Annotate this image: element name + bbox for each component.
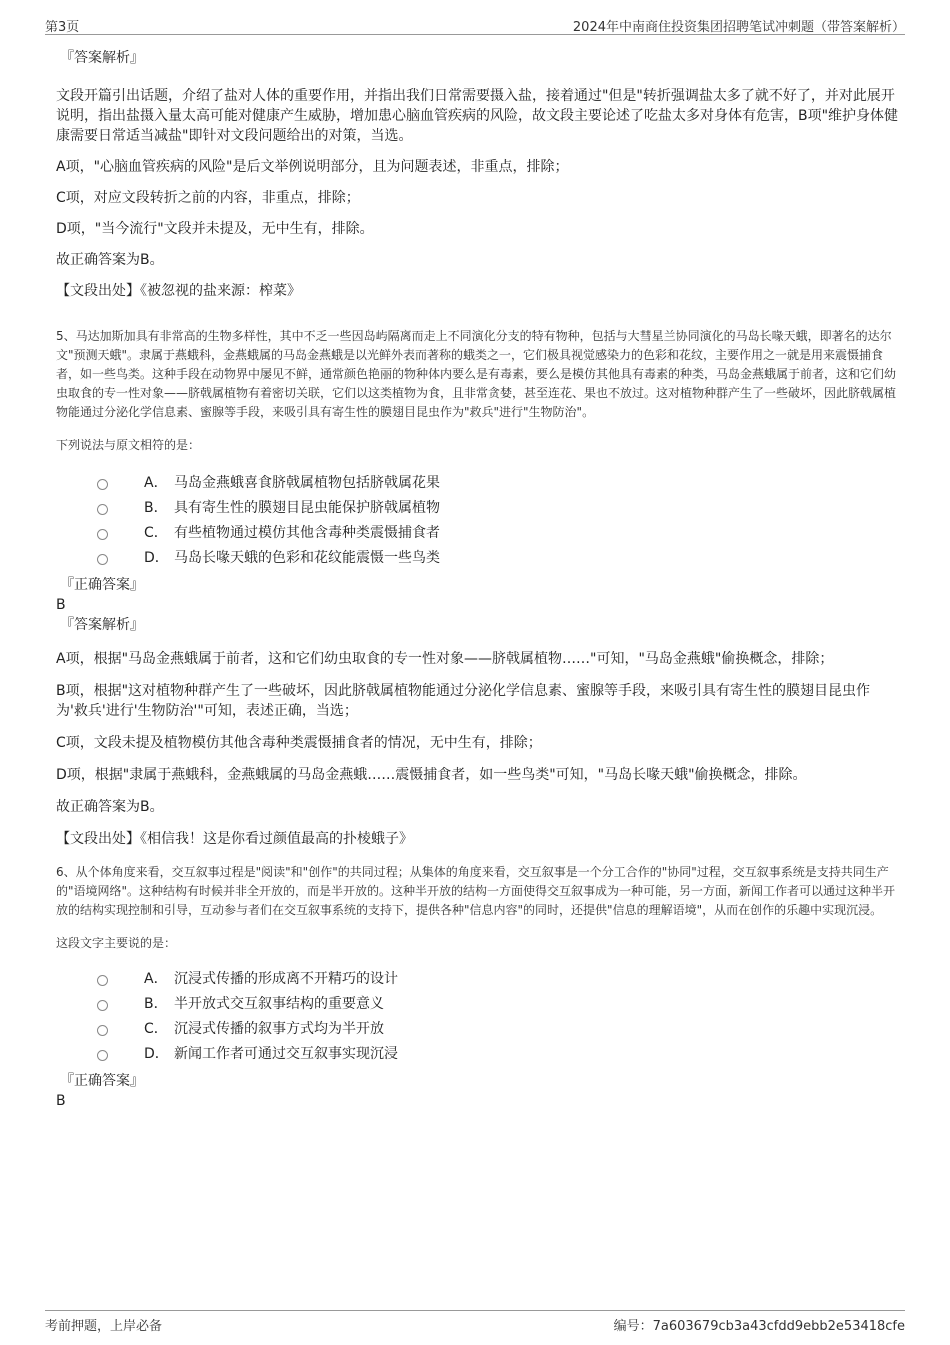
q5-analysis-b: B项，根据"这对植物种群产生了一些破坏，因此脐戟属植物能通过分泌化学信息素、蜜腺等手段，来吸引具有寄生性的膜翅目昆虫作为'救兵'进行'生物防治'"可知，表述正确，当选； [56, 683, 871, 719]
q5-analysis-a: A项，根据"马岛金燕蛾属于前者，这和它们幼虫取食的专一性对象——脐戟属植物……"可知，"马岛金燕蛾"偷换概念，排除； [56, 651, 834, 667]
radio-icon[interactable] [97, 1025, 108, 1036]
option-text: 半开放式交互叙事结构的重要意义 [174, 996, 384, 1012]
q5-options [56, 471, 901, 571]
q5-source: 【文段出处】《相信我！这是你看过颜值最高的扑棱蛾子》 [56, 831, 413, 847]
option-text: 有些植物通过模仿其他含毒种类震慑捕食者 [174, 525, 440, 541]
radio-icon[interactable] [97, 504, 108, 515]
option-letter: B． [144, 996, 168, 1012]
q5-option-c[interactable] [56, 521, 901, 546]
q5-stem: 5、马达加斯加具有非常高的生物多样性，其中不乏一些因岛屿隔离而走上不同演化分支的特有物种，包括与大彗星兰协同演化的马岛长喙天蛾，即著名的达尔文"预测天蛾"。隶属于燕蛾科，金燕蛾属的马岛金燕蛾是以光鲜外表而著称的蛾类之一，它们极具视觉感染力的色彩和花纹，主要作用之一就是用来震慑捕食者，如一些鸟类。这种手段在动物界中屡见不鲜，通常颜色艳丽的物种体内要么是有毒素，要么是模仿其他具有毒素的种类，马岛金燕蛾属于前者，这和它们幼虫取食的专一性对象——脐戟属植物有着密切关联，它们以这类植物为食，且非常贪婪，甚至连花、果也不放过。这对植物种群产生了一些破坏，因此脐戟属植物能通过分泌化学信息素、蜜腺等手段，来吸引具有寄生性的膜翅目昆虫作为"救兵"进行"生物防治"。 [56, 329, 897, 419]
page-header [45, 14, 905, 35]
q5-option-a[interactable] [56, 471, 901, 496]
q6-option-d[interactable] [56, 1042, 901, 1067]
option-letter: B． [144, 500, 168, 516]
document-id: 编号：7a603679cb3a43cfdd9ebb2e53418cfe [613, 1319, 905, 1334]
option-text: 新闻工作者可通过交互叙事实现沉浸 [174, 1046, 398, 1062]
option-letter: D． [144, 1046, 169, 1062]
radio-icon[interactable] [97, 1000, 108, 1011]
q6-stem: 6、从个体角度来看，交互叙事过程是"阅读"和"创作"的共同过程；从集体的角度来看，交互叙事是一个分工合作的"协同"过程，交互叙事系统是支持共同生产的"语境网络"。这种结构有时候并非全开放的，而是半开放的。这种半开放的结构一方面使得交互叙事成为一种可能，另一方面，新闻工作者可以通过这种半开放的结构实现控制和引导，互动参与者们在交互叙事系统的支持下，提供各种"信息内容"的同时，还提供"信息的理解语境"，从而在创作的乐趣中实现沉浸。 [56, 865, 896, 917]
q5-option-d[interactable] [56, 546, 901, 571]
option-letter: A． [144, 475, 168, 491]
document-title: 2024年中南商住投资集团招聘笔试冲刺题（带答案解析） [572, 20, 905, 35]
option-letter: C． [144, 525, 168, 541]
radio-icon[interactable] [97, 975, 108, 986]
option-letter: A． [144, 971, 168, 987]
q5-answer: B [56, 597, 66, 613]
q4-analysis-body: 文段开篇引出话题，介绍了盐对人体的重要作用，并指出我们日常需要摄入盐，接着通过"但是"转折强调盐太多了就不好了，并对此展开说明，指出盐摄入量太高可能对健康产生威胁，增加患心脑血管疾病的风险，故文段主要论述了吃盐太多对身体有危害，B项"维护身体健康需要日常适当减盐"即针对文段问题给出的对策，当选。 [56, 88, 899, 144]
radio-icon[interactable] [97, 529, 108, 540]
q5-analysis-d: D项，根据"隶属于燕蛾科，金燕蛾属的马岛金燕蛾……震慑捕食者，如一些鸟类"可知，"马岛长喙天蛾"偷换概念，排除。 [56, 767, 807, 783]
page-footer [45, 1310, 905, 1335]
q4-analysis-d: D项，"当今流行"文段并未提及，无中生有，排除。 [56, 221, 374, 237]
q5-analysis-label: 『答案解析』 [60, 617, 144, 633]
q4-analysis-label: 『答案解析』 [60, 50, 144, 66]
page-number: 第3页 [45, 20, 80, 35]
q6-option-b[interactable] [56, 992, 901, 1017]
option-text: 沉浸式传播的叙事方式均为半开放 [174, 1021, 384, 1037]
q6-option-a[interactable] [56, 967, 901, 992]
option-text: 具有寄生性的膜翅目昆虫能保护脐戟属植物 [174, 500, 440, 516]
q4-conclusion: 故正确答案为B。 [56, 252, 164, 268]
radio-icon[interactable] [97, 479, 108, 490]
q4-analysis-a: A项，"心脑血管疾病的风险"是后文举例说明部分，且为问题表述，非重点，排除； [56, 159, 569, 175]
q6-answer: B [56, 1093, 66, 1109]
q6-prompt: 这段文字主要说的是： [56, 936, 177, 950]
q5-answer-label: 『正确答案』 [60, 577, 144, 593]
q6-answer-label: 『正确答案』 [60, 1073, 144, 1089]
option-text: 马岛金燕蛾喜食脐戟属植物包括脐戟属花果 [174, 475, 440, 491]
q4-analysis-c: C项，对应文段转折之前的内容，非重点，排除； [56, 190, 360, 206]
radio-icon[interactable] [97, 554, 108, 565]
option-letter: D． [144, 550, 169, 566]
q4-source: 【文段出处】《被忽视的盐来源：榨菜》 [56, 283, 301, 299]
q5-prompt: 下列说法与原文相符的是： [56, 438, 201, 452]
main-content [56, 42, 901, 1111]
q5-option-b[interactable] [56, 496, 901, 521]
option-text: 沉浸式传播的形成离不开精巧的设计 [174, 971, 398, 987]
option-text: 马岛长喙天蛾的色彩和花纹能震慑一些鸟类 [174, 550, 440, 566]
footer-slogan: 考前押题，上岸必备 [45, 1319, 163, 1334]
q5-conclusion: 故正确答案为B。 [56, 799, 164, 815]
option-letter: C． [144, 1021, 168, 1037]
q6-option-c[interactable] [56, 1017, 901, 1042]
q5-analysis-c: C项，文段未提及植物模仿其他含毒种类震慑捕食者的情况，无中生有，排除； [56, 735, 542, 751]
radio-icon[interactable] [97, 1050, 108, 1061]
q6-options [56, 967, 901, 1067]
